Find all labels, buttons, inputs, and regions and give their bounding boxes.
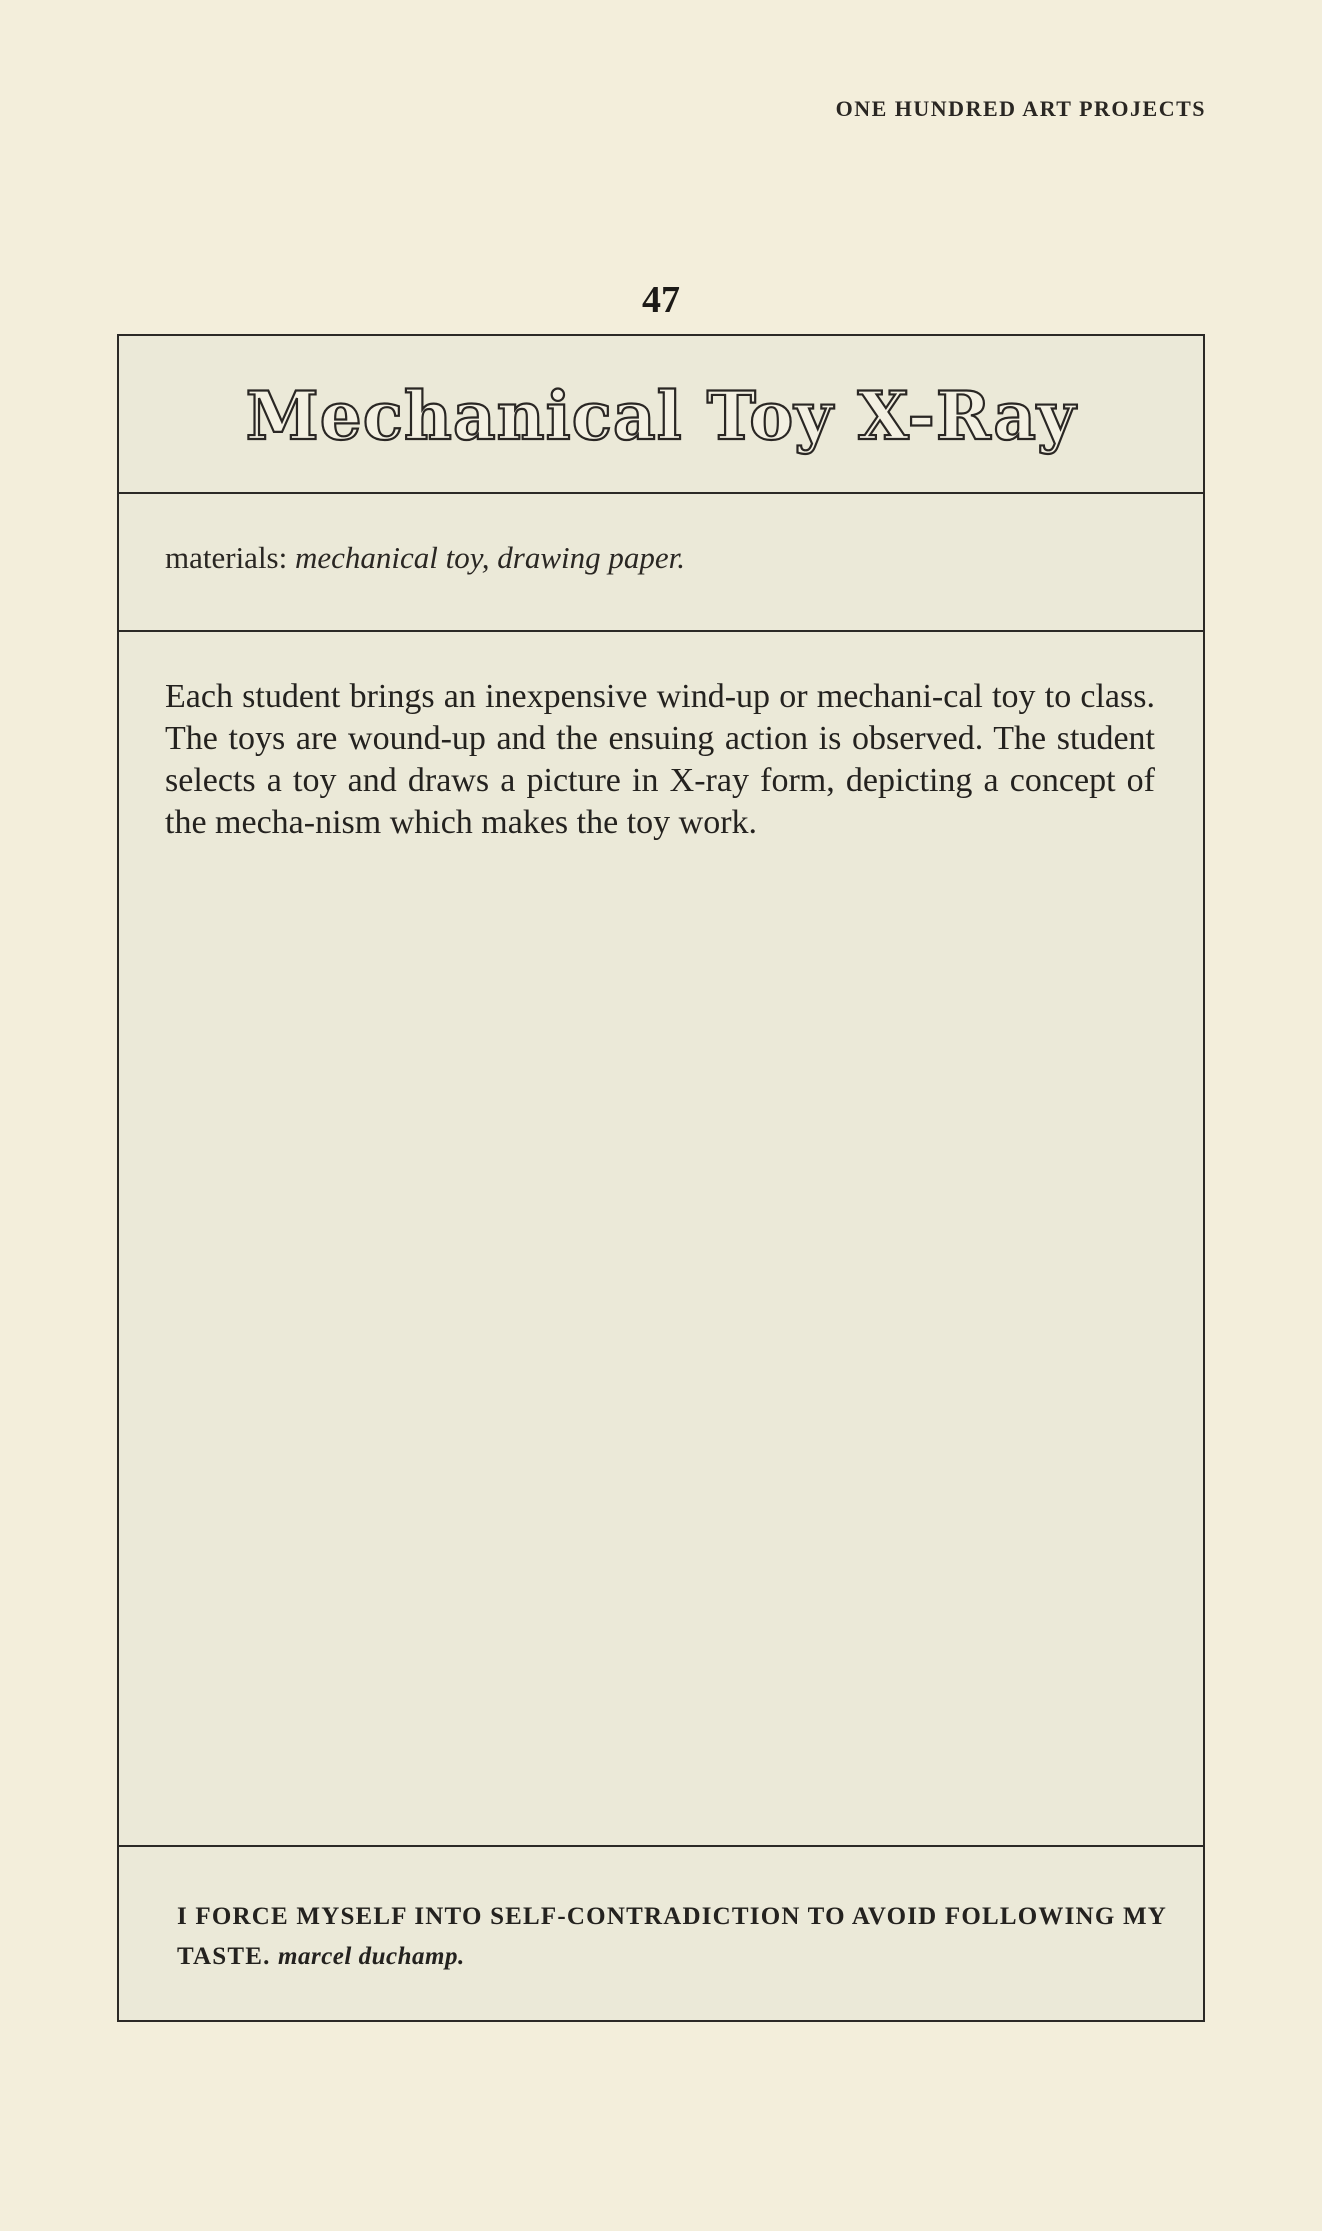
materials-band: [119, 494, 1203, 632]
quote: [177, 1897, 1167, 1977]
description-band: [119, 632, 1203, 1847]
project-description: Each student brings an inexpensive wind-up or mechani-cal toy to class. The toys are wound-up and the ensuing action is observed. The student selects a toy and draws a picture in X-ray form, depicting a concept of the mecha-nism which makes the toy work.: [165, 678, 1155, 841]
project-card: [117, 334, 1205, 2022]
quote-band: [119, 1847, 1203, 2022]
running-head: ONE HUNDRED ART PROJECTS: [835, 96, 1206, 121]
materials-label: materials:: [165, 540, 288, 575]
title-band: [119, 336, 1203, 494]
quote-text: I FORCE MYSELF INTO SELF-CONTRADICTION TO AVOID FOLLOWING MY TASTE.: [177, 1903, 1167, 1970]
project-number: 47: [642, 279, 680, 321]
materials-items: mechanical toy, drawing paper.: [294, 540, 686, 575]
project-title: Mechanical Toy X-Ray: [245, 377, 1077, 455]
quote-author: marcel duchamp.: [278, 1943, 465, 1970]
